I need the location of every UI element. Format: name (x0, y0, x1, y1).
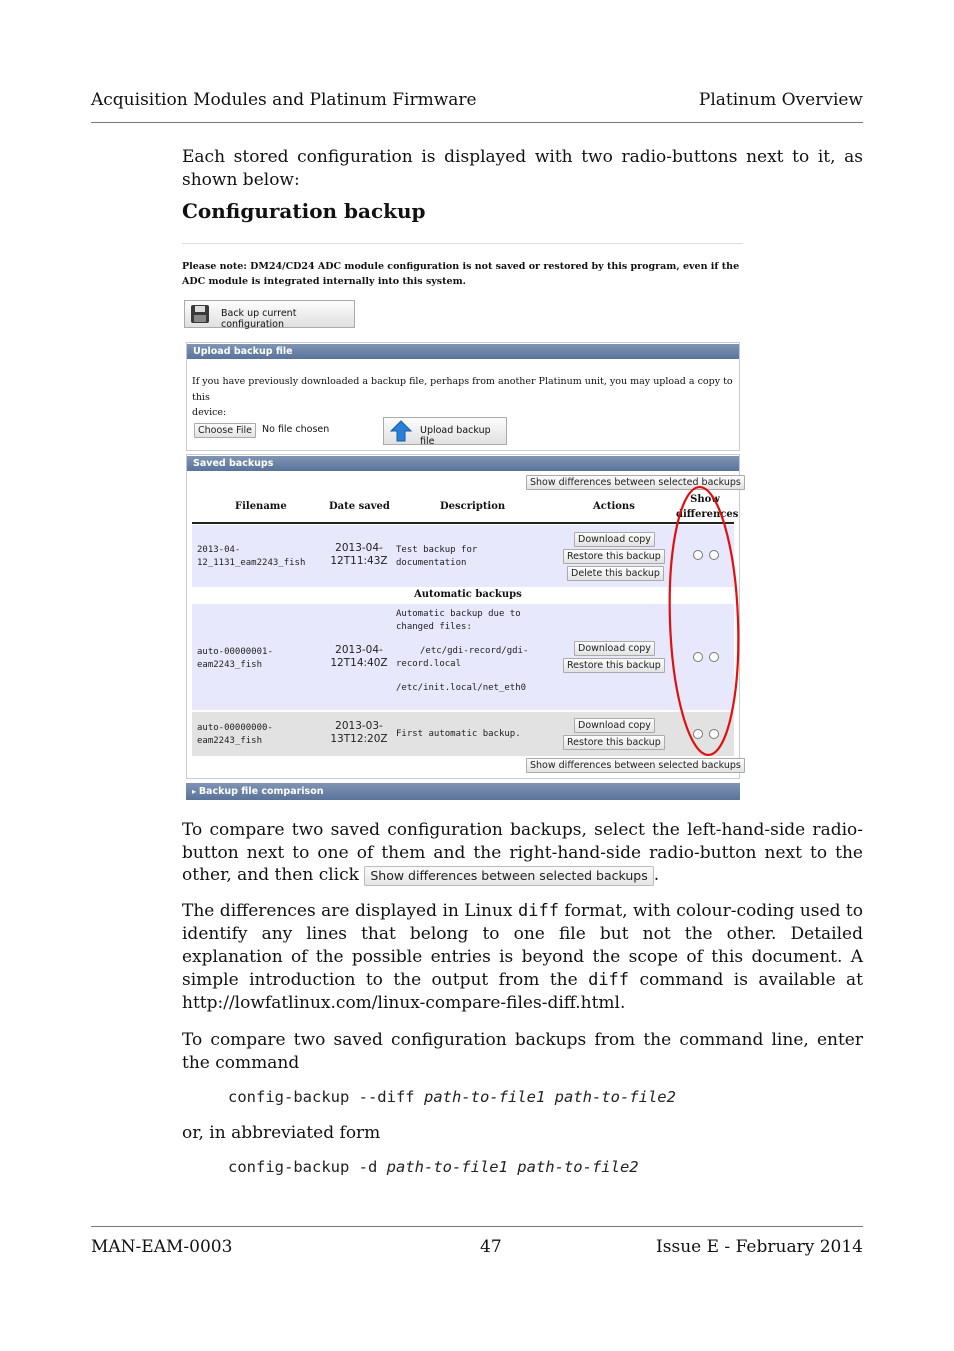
choose-file-button[interactable]: Choose File (194, 423, 256, 438)
header-rule (91, 122, 863, 123)
code1-command: config-backup --diff (228, 1088, 415, 1106)
adc-note (182, 259, 739, 289)
row1-desc-l1: Test backup for (396, 545, 478, 555)
show-differences-inline-button: Show differences between selected backups (364, 866, 653, 886)
row3-filename (197, 722, 273, 747)
diff-text-b: format, with colour-coding used to identify any lines that belong to one file but not the other. Detailed explanation of the possible entries is beyond the scope of this document. A simple introduction to the output from the (182, 901, 863, 990)
code2-command: config-backup -d (228, 1158, 378, 1176)
row3-description: First automatic backup. (396, 729, 521, 739)
no-file-chosen-label: No file chosen (262, 424, 330, 435)
row2-filename (197, 646, 273, 671)
code-line-2 (228, 1158, 639, 1176)
compare-text: To compare two saved configuration backups, select the left-hand-side radio-button next to one of them and the right-hand-side radio-button next to the other, and then click (182, 820, 863, 885)
row1-delete-button[interactable]: Delete this backup (567, 566, 664, 581)
row2-desc-l3: /etc/gdi-record/gdi- (420, 646, 529, 656)
table-header-rule (192, 522, 734, 524)
row2-description (396, 608, 528, 695)
triangle-right-icon: ▸ (192, 787, 199, 796)
row2-date (329, 644, 389, 670)
adc-note-line2: ADC module is integrated internally into this system. (182, 276, 466, 287)
saved-backups-title: Saved backups (187, 456, 739, 471)
compare-end: . (653, 865, 660, 885)
col-filename: Filename (235, 501, 287, 512)
footer-left: MAN-EAM-0003 (91, 1237, 233, 1257)
upload-arrow-icon (390, 420, 412, 442)
row1-description (396, 544, 477, 569)
row3-date-l2: 13T12:20Z (330, 733, 388, 745)
row2-filename-l1: auto-00000001- (197, 647, 273, 657)
floppy-disk-icon (191, 305, 209, 323)
row2-filename-l2: eam2243_fish (197, 659, 263, 670)
backup-comparison-label: Backup file comparison (198, 786, 324, 797)
code1-args: path-to-file1 path-to-file2 (423, 1088, 676, 1106)
show-differences-button-bottom[interactable]: Show differences between selected backups (526, 758, 745, 773)
highlight-ellipse (664, 484, 744, 760)
row2-date-l1: 2013-04- (335, 644, 383, 656)
footer-rule (91, 1226, 863, 1227)
col-date-saved: Date saved (329, 501, 390, 512)
header-right: Platinum Overview (698, 90, 863, 110)
diff-code-2: diff (588, 970, 630, 990)
diff-code-1: diff (517, 901, 559, 921)
row1-filename-l2: 12_1131_eam2243_fish (197, 557, 306, 568)
row1-filename-l1: 2013-04- (197, 545, 241, 555)
col-show-line1: Show (690, 494, 720, 505)
screenshot-heading: Configuration backup (182, 199, 426, 223)
row2-desc-l4: record.local (396, 658, 462, 669)
row2-date-l2: 12T14:40Z (330, 657, 388, 669)
page-number: 47 (480, 1237, 502, 1257)
upload-instructions (192, 374, 737, 421)
col-actions: Actions (593, 501, 635, 512)
row1-date-l2: 12T11:43Z (330, 555, 388, 567)
col-show-line2: differences (676, 509, 739, 520)
diff-paragraph (182, 900, 863, 1015)
row2-desc-l5: /etc/init.local/net_eth0 (396, 683, 527, 693)
row3-filename-l1: auto-00000000- (197, 723, 273, 733)
code-line-1 (228, 1088, 676, 1106)
col-description: Description (440, 501, 506, 512)
row1-restore-button[interactable]: Restore this backup (563, 549, 665, 564)
show-differences-button-top[interactable]: Show differences between selected backups (526, 475, 745, 490)
row3-download-button[interactable]: Download copy (574, 718, 655, 733)
row1-filename (197, 544, 305, 569)
back-up-button-label: Back up current configuration (221, 308, 297, 330)
diff-text-c: command is available at http://lowfatlinux.com/linux-compare-files-diff.html. (182, 970, 863, 1013)
diff-text-a: The differences are displayed in Linux (182, 901, 513, 921)
heading-divider (182, 243, 743, 244)
automatic-backups-heading: Automatic backups (414, 589, 522, 600)
upload-text-line1: If you have previously downloaded a backup file, perhaps from another Platinum unit, you may upload a copy to this (192, 376, 733, 403)
compare-paragraph (182, 819, 863, 887)
row1-date (329, 542, 389, 568)
row3-restore-button[interactable]: Restore this backup (563, 735, 665, 750)
code2-args: path-to-file1 path-to-file2 (386, 1158, 639, 1176)
row2-desc-l2: changed files: (396, 621, 472, 632)
intro-paragraph: Each stored configuration is displayed with two radio-buttons next to it, as shown below: (182, 147, 863, 190)
command-line-paragraph: To compare two saved configuration backups from the command line, enter the command (182, 1030, 863, 1073)
upload-backup-button[interactable] (383, 417, 507, 445)
upload-panel-title: Upload backup file (187, 344, 739, 359)
row1-desc-l2: documentation (396, 557, 467, 568)
upload-backup-button-label: Upload backup file (420, 425, 491, 447)
row3-filename-l2: eam2243_fish (197, 735, 263, 746)
abbreviated-paragraph: or, in abbreviated form (182, 1123, 381, 1143)
row3-date-l1: 2013-03- (335, 720, 383, 732)
backup-comparison-bar[interactable] (186, 783, 740, 800)
adc-note-line1: Please note: DM24/CD24 ADC module configuration is not saved or restored by this program, even if the (182, 261, 740, 272)
header-left: Acquisition Modules and Platinum Firmware (91, 90, 477, 110)
row3-date (329, 720, 389, 746)
footer-right: Issue E - February 2014 (656, 1237, 863, 1257)
row1-download-button[interactable]: Download copy (574, 532, 655, 547)
upload-text-line2: device: (192, 407, 227, 418)
back-up-button[interactable] (184, 300, 355, 328)
row2-desc-l1: Automatic backup due to (396, 609, 521, 619)
row2-restore-button[interactable]: Restore this backup (563, 658, 665, 673)
row2-download-button[interactable]: Download copy (574, 641, 655, 656)
row1-date-l1: 2013-04- (335, 542, 383, 554)
